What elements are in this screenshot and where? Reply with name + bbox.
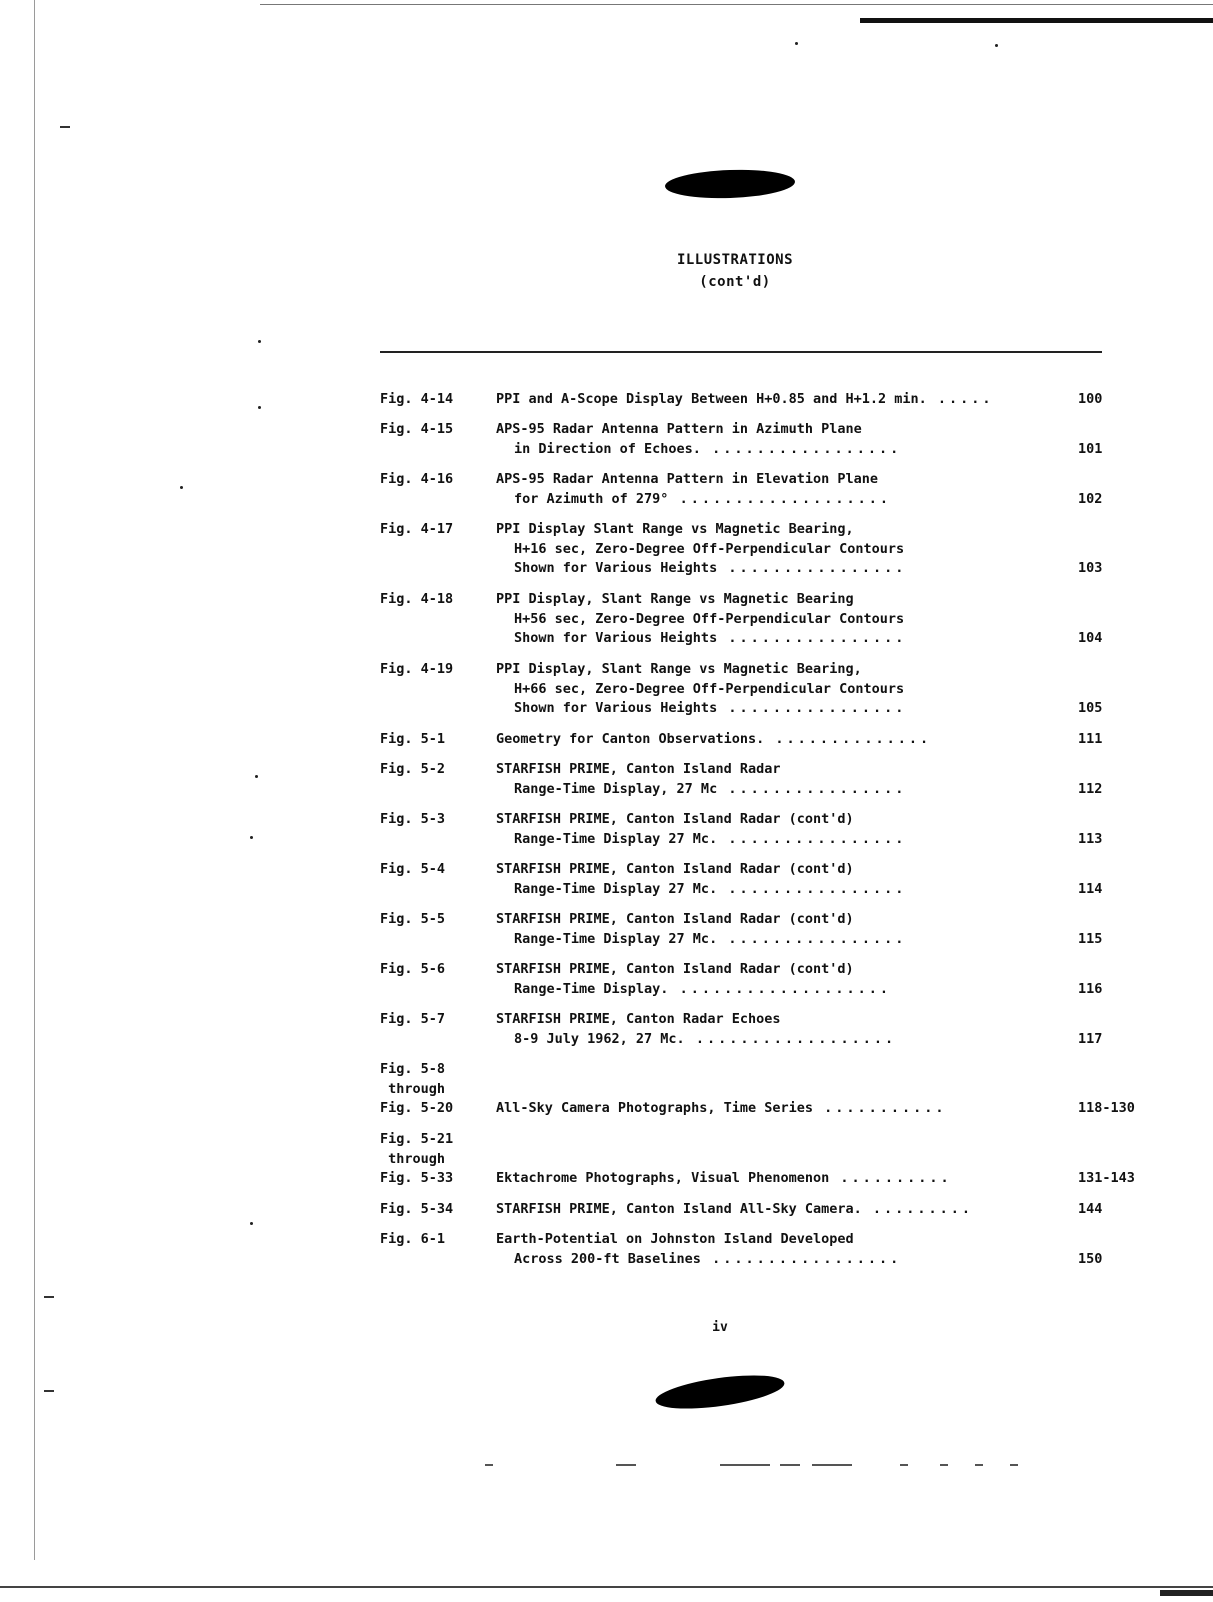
caption-line: APS-95 Radar Antenna Pattern in Azimuth Plane bbox=[496, 421, 862, 437]
caption-line: Shown for Various Heights bbox=[514, 560, 718, 576]
caption-line: Range-Time Display. bbox=[514, 980, 669, 997]
figure-caption bbox=[496, 470, 1096, 509]
caption-line: STARFISH PRIME, Canton Island Radar (cont'd) bbox=[496, 861, 854, 877]
figure-number: Fig. 5-4 bbox=[380, 861, 446, 877]
redaction-mark bbox=[654, 1369, 787, 1415]
dot-leader: ................ bbox=[717, 830, 907, 847]
scan-speck bbox=[250, 836, 253, 839]
scan-speck bbox=[900, 1464, 908, 1466]
caption-line: Range-Time Display 27 Mc. bbox=[514, 880, 718, 897]
dot-leader: ........... bbox=[812, 1100, 947, 1116]
dot-leader: .......... bbox=[829, 1170, 952, 1186]
scan-speck bbox=[616, 1464, 636, 1466]
caption-line: STARFISH PRIME, Canton Island Radar (cont'd) bbox=[496, 811, 854, 827]
caption-line: STARFISH PRIME, Canton Island Radar bbox=[496, 761, 781, 777]
page-reference: 144 bbox=[1078, 1201, 1103, 1217]
redaction-mark bbox=[665, 168, 796, 201]
figure-caption bbox=[496, 660, 1096, 719]
scan-speck bbox=[44, 1390, 54, 1392]
figure-caption bbox=[496, 730, 1096, 750]
page-reference: 111 bbox=[1078, 731, 1103, 747]
figure-caption bbox=[496, 1130, 1096, 1189]
figure-caption bbox=[496, 860, 1096, 899]
caption-line: for Azimuth of 279° bbox=[514, 490, 669, 507]
page-reference: 112 bbox=[1078, 780, 1103, 797]
scan-speck bbox=[258, 340, 261, 343]
page-reference: 101 bbox=[1078, 440, 1103, 457]
dot-leader: ................. bbox=[700, 440, 902, 457]
figure-caption bbox=[496, 960, 1096, 999]
figure-caption bbox=[496, 760, 1096, 799]
dot-leader: ................ bbox=[717, 780, 907, 797]
figure-number: Fig. 5-21 through Fig. 5-33 bbox=[380, 1131, 454, 1186]
figure-number: Fig. 4-14 bbox=[380, 391, 454, 407]
scan-edge bbox=[1160, 1590, 1213, 1596]
scan-speck bbox=[1010, 1464, 1018, 1466]
page-reference: 118-130 bbox=[1078, 1100, 1135, 1116]
caption-line: PPI Display, Slant Range vs Magnetic Bearing, bbox=[496, 661, 862, 677]
caption-line: Shown for Various Heights bbox=[514, 630, 718, 646]
page-reference: 115 bbox=[1078, 930, 1103, 947]
caption-line: Ektachrome Photographs, Visual Phenomenon bbox=[496, 1170, 830, 1186]
scan-edge bbox=[260, 4, 1213, 5]
caption-line: STARFISH PRIME, Canton Island All-Sky Camera. bbox=[496, 1201, 862, 1217]
figure-caption bbox=[496, 810, 1096, 849]
page-reference: 113 bbox=[1078, 830, 1103, 847]
figure-number: Fig. 5-8 through Fig. 5-20 bbox=[380, 1061, 454, 1116]
page-reference: 105 bbox=[1078, 700, 1103, 716]
figure-number: Fig. 5-7 bbox=[380, 1011, 446, 1027]
figure-number: Fig. 4-19 bbox=[380, 661, 454, 677]
scan-speck bbox=[780, 1464, 800, 1466]
caption-line: Range-Time Display, 27 Mc bbox=[514, 780, 718, 797]
dot-leader: ................. bbox=[700, 1250, 902, 1267]
dot-leader: .............. bbox=[764, 731, 932, 747]
figure-number: Fig. 6-1 bbox=[380, 1231, 446, 1247]
scan-speck bbox=[250, 1222, 253, 1225]
scan-speck bbox=[975, 1464, 983, 1466]
figure-number: Fig. 5-1 bbox=[380, 731, 446, 747]
caption-line: Shown for Various Heights bbox=[514, 700, 718, 716]
figure-caption bbox=[496, 390, 1096, 410]
page-title: ILLUSTRATIONS bbox=[676, 252, 794, 268]
caption-line: STARFISH PRIME, Canton Island Radar (cont'd) bbox=[496, 911, 854, 927]
scan-edge bbox=[860, 18, 1213, 23]
figure-number: Fig. 5-6 bbox=[380, 961, 446, 977]
figure-number: Fig. 4-17 bbox=[380, 521, 454, 537]
caption-line: Across 200-ft Baselines bbox=[514, 1250, 701, 1267]
figure-caption bbox=[496, 1230, 1096, 1269]
page-reference: 102 bbox=[1078, 490, 1103, 507]
caption-line: in Direction of Echoes. bbox=[514, 440, 701, 457]
page-subtitle: (cont'd) bbox=[699, 274, 771, 290]
figure-number: Fig. 5-3 bbox=[380, 811, 446, 827]
caption-line: Range-Time Display 27 Mc. bbox=[514, 830, 718, 847]
figure-caption bbox=[496, 520, 1096, 579]
page-reference: 100 bbox=[1078, 391, 1103, 407]
dot-leader: .................. bbox=[684, 1030, 897, 1047]
dot-leader: ................ bbox=[717, 930, 907, 947]
page-reference: 117 bbox=[1078, 1030, 1103, 1047]
page-reference: 150 bbox=[1078, 1250, 1103, 1267]
caption-line: Range-Time Display 27 Mc. bbox=[514, 930, 718, 947]
page-reference: 104 bbox=[1078, 630, 1103, 646]
dot-leader: ..... bbox=[926, 391, 994, 407]
caption-line: Geometry for Canton Observations. bbox=[496, 731, 765, 747]
caption-line: H+66 sec, Zero-Degree Off-Perpendicular Contours bbox=[514, 680, 905, 697]
caption-line: All-Sky Camera Photographs, Time Series bbox=[496, 1100, 813, 1116]
scan-speck bbox=[180, 486, 183, 489]
figure-number: Fig. 5-2 bbox=[380, 761, 446, 777]
scan-speck bbox=[485, 1464, 493, 1466]
figure-number: Fig. 4-18 bbox=[380, 591, 454, 607]
scan-speck bbox=[940, 1464, 948, 1466]
figure-caption bbox=[496, 590, 1096, 649]
caption-line: PPI Display, Slant Range vs Magnetic Bearing bbox=[496, 591, 854, 607]
caption-line: Earth-Potential on Johnston Island Developed bbox=[496, 1231, 854, 1247]
figure-number: Fig. 4-15 bbox=[380, 421, 454, 437]
caption-line: H+16 sec, Zero-Degree Off-Perpendicular Contours bbox=[514, 540, 905, 557]
scan-speck bbox=[60, 126, 70, 128]
figure-caption bbox=[496, 1010, 1096, 1049]
dot-leader: ................... bbox=[668, 490, 891, 507]
caption-line: 8-9 July 1962, 27 Mc. bbox=[514, 1030, 685, 1047]
scan-speck bbox=[258, 406, 261, 409]
caption-line: H+56 sec, Zero-Degree Off-Perpendicular Contours bbox=[514, 610, 905, 627]
page-reference: 114 bbox=[1078, 880, 1103, 897]
figure-caption bbox=[496, 420, 1096, 459]
dot-leader: ................ bbox=[717, 560, 907, 576]
figure-caption bbox=[496, 1060, 1096, 1119]
caption-line: PPI Display Slant Range vs Magnetic Bearing, bbox=[496, 521, 854, 537]
figure-number: Fig. 5-5 bbox=[380, 911, 446, 927]
figure-number: Fig. 4-16 bbox=[380, 471, 454, 487]
caption-line: STARFISH PRIME, Canton Island Radar (cont'd) bbox=[496, 961, 854, 977]
figure-caption bbox=[496, 1200, 1096, 1220]
figure-number: Fig. 5-34 bbox=[380, 1201, 454, 1217]
caption-line: PPI and A-Scope Display Between H+0.85 and H+1.2 min. bbox=[496, 391, 927, 407]
scan-speck bbox=[795, 42, 798, 45]
caption-line: STARFISH PRIME, Canton Radar Echoes bbox=[496, 1011, 781, 1027]
dot-leader: ................ bbox=[717, 700, 907, 716]
page-reference: 116 bbox=[1078, 980, 1103, 997]
page-reference: 103 bbox=[1078, 560, 1103, 576]
dot-leader: ................ bbox=[717, 880, 907, 897]
scan-speck bbox=[720, 1464, 770, 1466]
header-rule bbox=[380, 351, 1102, 353]
page-number: iv bbox=[712, 1320, 728, 1335]
caption-line: APS-95 Radar Antenna Pattern in Elevation Plane bbox=[496, 471, 879, 487]
scan-edge bbox=[0, 1586, 1213, 1588]
figure-caption bbox=[496, 910, 1096, 949]
page-reference: 131-143 bbox=[1078, 1170, 1135, 1186]
dot-leader: ......... bbox=[861, 1201, 974, 1217]
scan-speck bbox=[995, 44, 998, 47]
dot-leader: ................... bbox=[668, 980, 891, 997]
dot-leader: ................ bbox=[717, 630, 907, 646]
scan-speck bbox=[812, 1464, 852, 1466]
scan-speck bbox=[44, 1296, 54, 1298]
scan-speck bbox=[255, 775, 258, 778]
scan-edge bbox=[34, 0, 35, 1560]
